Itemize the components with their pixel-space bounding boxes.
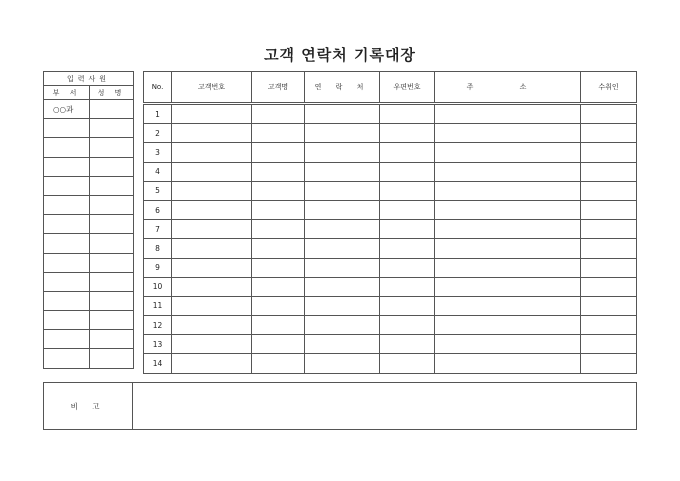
department-cell[interactable] <box>44 234 90 253</box>
customer-number-cell[interactable] <box>172 296 252 315</box>
department-cell[interactable] <box>44 157 90 176</box>
address-cell[interactable] <box>435 354 581 373</box>
contact-cell[interactable] <box>305 316 380 335</box>
table-row <box>144 239 637 258</box>
customer-number-cell[interactable] <box>172 277 252 296</box>
customer-name-cell[interactable] <box>252 335 305 354</box>
note-content-field[interactable] <box>133 383 637 430</box>
customer-number-cell[interactable] <box>172 200 252 219</box>
customer-number-column-header: 고객번호 <box>172 72 252 104</box>
address-cell[interactable] <box>435 258 581 277</box>
address-cell[interactable] <box>435 104 581 124</box>
customer-name-cell[interactable] <box>252 277 305 296</box>
staff-row <box>44 215 134 234</box>
customer-number-cell[interactable] <box>172 162 252 181</box>
contact-cell[interactable] <box>305 258 380 277</box>
staff-name-cell[interactable] <box>90 349 134 368</box>
row-number: 11 <box>144 296 172 315</box>
recipient-cell[interactable] <box>581 181 637 200</box>
recipient-column-header: 수취인 <box>581 72 637 104</box>
row-number: 2 <box>144 124 172 143</box>
table-row <box>144 354 637 373</box>
table-row <box>144 200 637 219</box>
row-number: 5 <box>144 181 172 200</box>
postal-code-cell[interactable] <box>380 239 435 258</box>
note-table <box>43 382 637 430</box>
input-staff-table <box>43 71 134 369</box>
recipient-cell[interactable] <box>581 239 637 258</box>
customer-number-cell[interactable] <box>172 316 252 335</box>
address-cell[interactable] <box>435 316 581 335</box>
department-column-header: 부 서 <box>44 86 90 100</box>
row-number: 12 <box>144 316 172 335</box>
name-column-header: 성 명 <box>90 86 134 100</box>
address-cell[interactable] <box>435 162 581 181</box>
table-row <box>144 296 637 315</box>
contact-cell[interactable] <box>305 296 380 315</box>
customer-name-cell[interactable] <box>252 258 305 277</box>
customer-name-cell[interactable] <box>252 220 305 239</box>
postal-code-cell[interactable] <box>380 316 435 335</box>
staff-name-cell[interactable] <box>90 215 134 234</box>
page-title: 고객 연락처 기록대장 <box>264 46 416 64</box>
staff-row <box>44 291 134 310</box>
recipient-cell[interactable] <box>581 104 637 124</box>
input-staff-header: 입력사원 <box>44 72 134 86</box>
table-row <box>144 335 637 354</box>
recipient-cell[interactable] <box>581 354 637 373</box>
customer-number-cell[interactable] <box>172 258 252 277</box>
department-cell[interactable] <box>44 176 90 195</box>
staff-row <box>44 100 134 119</box>
contact-cell[interactable] <box>305 335 380 354</box>
staff-row <box>44 272 134 291</box>
recipient-cell[interactable] <box>581 316 637 335</box>
recipient-cell[interactable] <box>581 143 637 162</box>
contact-log-table <box>143 71 637 374</box>
customer-name-column-header: 고객명 <box>252 72 305 104</box>
staff-row <box>44 234 134 253</box>
staff-name-cell[interactable] <box>90 272 134 291</box>
contact-cell[interactable] <box>305 181 380 200</box>
recipient-cell[interactable] <box>581 258 637 277</box>
table-row <box>144 316 637 335</box>
postal-code-cell[interactable] <box>380 335 435 354</box>
address-cell[interactable] <box>435 220 581 239</box>
staff-name-cell[interactable] <box>90 138 134 157</box>
postal-code-cell[interactable] <box>380 143 435 162</box>
department-cell[interactable] <box>44 195 90 214</box>
contact-cell[interactable] <box>305 277 380 296</box>
contact-cell[interactable] <box>305 143 380 162</box>
staff-row <box>44 253 134 272</box>
address-cell[interactable] <box>435 181 581 200</box>
address-cell[interactable] <box>435 239 581 258</box>
customer-number-cell[interactable] <box>172 220 252 239</box>
postal-code-cell[interactable] <box>380 162 435 181</box>
customer-name-cell[interactable] <box>252 162 305 181</box>
department-cell[interactable]: ○○과 <box>44 100 90 119</box>
department-cell[interactable] <box>44 119 90 138</box>
customer-number-cell[interactable] <box>172 354 252 373</box>
staff-name-cell[interactable] <box>90 311 134 330</box>
contact-cell[interactable] <box>305 200 380 219</box>
customer-number-cell[interactable] <box>172 335 252 354</box>
department-cell[interactable] <box>44 349 90 368</box>
row-number: 6 <box>144 200 172 219</box>
recipient-cell[interactable] <box>581 296 637 315</box>
staff-row <box>44 330 134 349</box>
postal-code-cell[interactable] <box>380 277 435 296</box>
staff-name-cell[interactable] <box>90 330 134 349</box>
postal-code-cell[interactable] <box>380 200 435 219</box>
customer-name-cell[interactable] <box>252 354 305 373</box>
row-number: 10 <box>144 277 172 296</box>
contact-cell[interactable] <box>305 354 380 373</box>
staff-name-cell[interactable] <box>90 119 134 138</box>
postal-code-cell[interactable] <box>380 354 435 373</box>
department-cell[interactable] <box>44 215 90 234</box>
note-label: 비 고 <box>44 383 133 430</box>
staff-name-cell[interactable] <box>90 100 134 119</box>
contact-cell[interactable] <box>305 220 380 239</box>
table-row <box>144 181 637 200</box>
address-cell[interactable] <box>435 143 581 162</box>
recipient-cell[interactable] <box>581 277 637 296</box>
customer-name-cell[interactable] <box>252 239 305 258</box>
staff-row <box>44 195 134 214</box>
customer-number-cell[interactable] <box>172 143 252 162</box>
postal-code-cell[interactable] <box>380 296 435 315</box>
staff-name-cell[interactable] <box>90 195 134 214</box>
contact-cell[interactable] <box>305 162 380 181</box>
table-row <box>144 104 637 124</box>
recipient-cell[interactable] <box>581 124 637 143</box>
recipient-cell[interactable] <box>581 220 637 239</box>
postal-code-cell[interactable] <box>380 181 435 200</box>
staff-name-cell[interactable] <box>90 157 134 176</box>
department-cell[interactable] <box>44 253 90 272</box>
contact-cell[interactable] <box>305 239 380 258</box>
staff-name-cell[interactable] <box>90 176 134 195</box>
department-cell[interactable] <box>44 272 90 291</box>
row-number: 8 <box>144 239 172 258</box>
customer-name-cell[interactable] <box>252 124 305 143</box>
address-cell[interactable] <box>435 335 581 354</box>
customer-name-cell[interactable] <box>252 296 305 315</box>
staff-row <box>44 349 134 368</box>
address-cell[interactable] <box>435 200 581 219</box>
customer-number-cell[interactable] <box>172 181 252 200</box>
department-cell[interactable] <box>44 311 90 330</box>
address-column-header: 주 소 <box>435 72 581 104</box>
department-cell[interactable] <box>44 291 90 310</box>
row-number: 4 <box>144 162 172 181</box>
contact-column-header: 연 락 처 <box>305 72 380 104</box>
address-cell[interactable] <box>435 124 581 143</box>
table-row <box>144 277 637 296</box>
recipient-cell[interactable] <box>581 200 637 219</box>
customer-name-cell[interactable] <box>252 143 305 162</box>
contact-cell[interactable] <box>305 124 380 143</box>
recipient-cell[interactable] <box>581 335 637 354</box>
postal-code-cell[interactable] <box>380 104 435 124</box>
row-number: 7 <box>144 220 172 239</box>
table-row <box>144 220 637 239</box>
staff-name-cell[interactable] <box>90 253 134 272</box>
table-row <box>144 124 637 143</box>
row-number: 13 <box>144 335 172 354</box>
staff-row <box>44 119 134 138</box>
postal-code-cell[interactable] <box>380 220 435 239</box>
address-cell[interactable] <box>435 277 581 296</box>
staff-row <box>44 138 134 157</box>
department-cell[interactable] <box>44 330 90 349</box>
staff-name-cell[interactable] <box>90 234 134 253</box>
row-number: 1 <box>144 104 172 124</box>
table-row <box>144 258 637 277</box>
postal-code-column-header: 우편번호 <box>380 72 435 104</box>
staff-row <box>44 176 134 195</box>
customer-name-cell[interactable] <box>252 181 305 200</box>
customer-number-cell[interactable] <box>172 104 252 124</box>
row-number: 9 <box>144 258 172 277</box>
recipient-cell[interactable] <box>581 162 637 181</box>
department-cell[interactable] <box>44 138 90 157</box>
staff-name-cell[interactable] <box>90 291 134 310</box>
customer-number-cell[interactable] <box>172 124 252 143</box>
row-number: 3 <box>144 143 172 162</box>
postal-code-cell[interactable] <box>380 258 435 277</box>
staff-row <box>44 311 134 330</box>
customer-name-cell[interactable] <box>252 104 305 124</box>
table-row <box>144 162 637 181</box>
address-cell[interactable] <box>435 296 581 315</box>
customer-number-cell[interactable] <box>172 239 252 258</box>
customer-name-cell[interactable] <box>252 316 305 335</box>
staff-row <box>44 157 134 176</box>
contact-cell[interactable] <box>305 104 380 124</box>
no-column-header: No. <box>144 72 172 104</box>
row-number: 14 <box>144 354 172 373</box>
table-row <box>144 143 637 162</box>
postal-code-cell[interactable] <box>380 124 435 143</box>
customer-name-cell[interactable] <box>252 200 305 219</box>
